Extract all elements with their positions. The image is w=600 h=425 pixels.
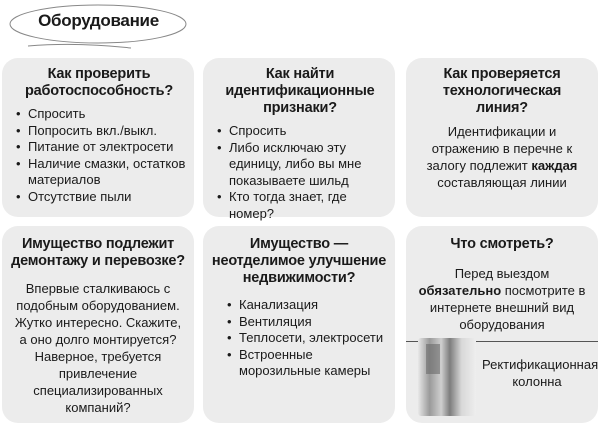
section-title-oval — [6, 2, 196, 50]
text-part: Идентификации и отражению в перечне к залогу подлежит — [426, 124, 573, 173]
text-part: посмотрите в интернете внешний вид оборудования — [429, 283, 586, 332]
page-title: Оборудование — [38, 11, 159, 30]
card-title: Как проверяется технологическая линия? — [442, 66, 562, 116]
card-list — [10, 106, 188, 205]
photo-caption: Ректификационная колонна — [482, 357, 599, 389]
card-text: Впервые сталкиваюсь с подобным оборудованием. Жутко интересно. Скажите, а оно долго монтируется? Наверное, требуется привлечение специализированных компаний? — [14, 281, 182, 415]
card-real-estate-improvement — [203, 226, 395, 423]
list-item: • Отсутствие пыли — [28, 189, 188, 206]
card-text — [414, 265, 590, 333]
card-title: Что смотреть? — [450, 236, 554, 252]
list-item: • Наличие смазки, остатков материалов — [28, 156, 188, 189]
list-item: • Спросить — [229, 123, 389, 140]
list-item: • Попросить вкл./выкл. — [28, 123, 188, 140]
text-part: составляющая линии — [437, 175, 567, 190]
card-list — [209, 297, 389, 380]
text-emphasis: каждая — [531, 158, 578, 173]
equipment-photo — [418, 338, 476, 416]
text-emphasis: обязательно — [418, 283, 502, 298]
card-text — [414, 123, 590, 191]
list-item: • Кто тогда знает, где номер? — [229, 189, 389, 222]
card-title: Имущество — неотделимое улучшение недвижимости? — [211, 236, 387, 286]
card-title: Как найти идентификационные признаки? — [225, 66, 375, 116]
card-title: Имущество подлежит демонтажу и перевозке? — [11, 236, 185, 269]
card-title: Как проверить работоспособность? — [24, 66, 174, 99]
list-item: • Питание от электросети — [28, 139, 188, 156]
card-production-line — [406, 58, 598, 217]
card-identification — [203, 58, 395, 221]
card-dismantling — [2, 226, 194, 423]
card-check-operability — [2, 58, 194, 217]
card-what-to-look — [406, 226, 598, 423]
card-list — [211, 123, 389, 222]
list-item: • Встроенные морозильные камеры — [239, 347, 389, 380]
list-item: • Либо исключаю эту единицу, либо вы мне показываете шильд — [229, 140, 389, 190]
list-item: • Спросить — [28, 106, 188, 123]
list-item: • Теплосети, электросети — [239, 330, 389, 347]
list-item: • Канализация — [239, 297, 389, 314]
text-part: Перед выездом — [454, 266, 550, 281]
list-item: • Вентиляция — [239, 314, 389, 331]
